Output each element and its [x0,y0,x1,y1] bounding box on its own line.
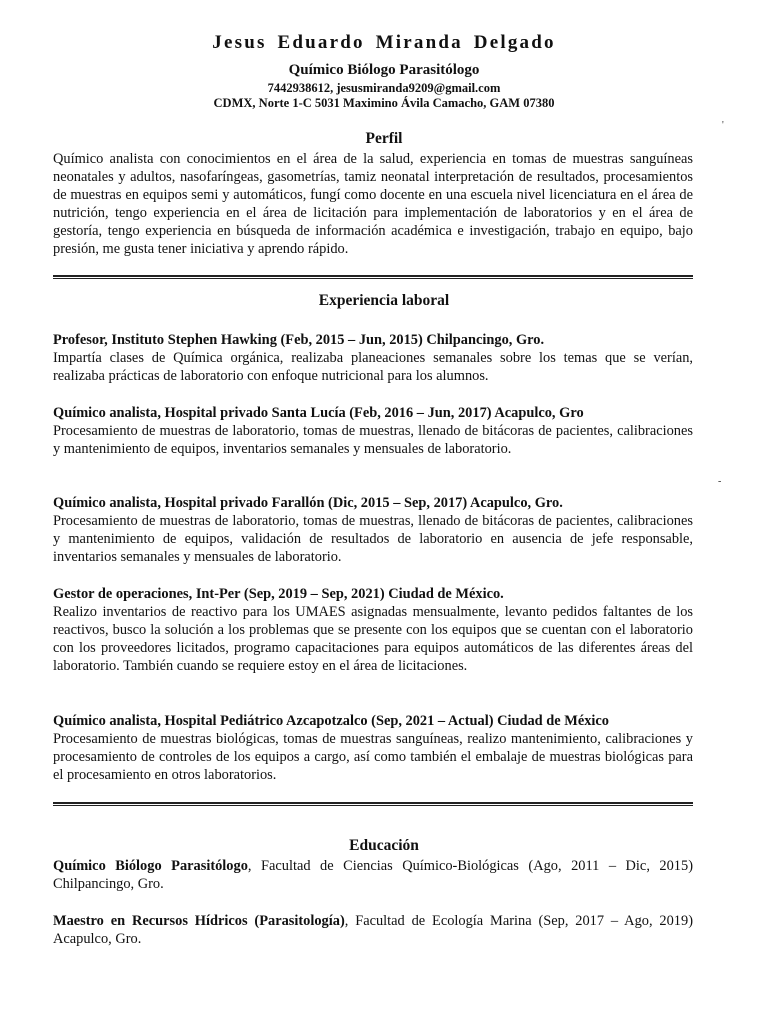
job-description: Impartía clases de Química orgánica, realizaba planeaciones semanales sobre los temas que se verían, realizaba prácticas de laboratorio con enfoque nutricional para los alumnos. [53,350,693,385]
job-title: Químico analista, Hospital Pediátrico Azcapotzalco (Sep, 2021 – Actual) Ciudad de México [53,713,610,729]
candidate-title: Químico Biólogo Parasitólogo [288,62,480,78]
job-entry [53,494,693,566]
education-degree: Maestro en Recursos Hídricos (Parasitología) [53,913,345,929]
section-divider [53,802,693,806]
scan-speck: ' [722,120,724,131]
job-title: Químico analista, Hospital privado Santa Lucía (Feb, 2016 – Jun, 2017) Acapulco, Gro [53,405,584,421]
job-description: Procesamiento de muestras de laboratorio, tomas de muestras, llenado de bitácoras de pacientes, calibraciones y mantenimiento de equipos, validación de resultados de laboratorio en ausencia de jefe responsable, inventarios semanales y mensuales de laboratorio. [53,513,693,566]
job-title: Profesor, Instituto Stephen Hawking (Feb, 2015 – Jun, 2015) Chilpancingo, Gro. [53,332,545,348]
job-description: Procesamiento de muestras biológicas, tomas de muestras sanguíneas, realizo mantenimiento, calibraciones y procesamiento de controles de los equipos a cargo, así como también el embalaje de muestras biológicas para el procesamiento en otros laboratorios. [53,731,693,784]
profile-text: Químico analista con conocimientos en el área de la salud, experiencia en tomas de muestras sanguíneas neonatales y adultos, nasofaríngeas, gasometrías, tamiz neonatal interpretación de resultados, procesamientos de muestras en equipos semi y automáticos, fungí como docente en una escuela nivel licenciatura en el área de nutrición, tengo experiencia en el área de licitación para implementación de laboratorios y en el área de gestoría, tengo experiencia en búsqueda de información académica e investigación, trabajo en equipo, bajo presión, me gusta tener iniciativa y aprendo rápido. [53,151,693,258]
scan-speck: - [718,476,722,487]
contact-phone-email: 7442938612, jesusmiranda9209@gmail.com [267,81,501,95]
job-entry [53,585,693,675]
candidate-name: Jesus Eduardo Miranda Delgado [212,32,556,53]
job-entry [53,404,693,458]
education-details: , Facultad de Ciencias Químico-Biológicas (Ago, 2011 – Dic, 2015) Chilpancingo, Gro. [53,858,693,893]
education-degree: Químico Biólogo Parasitólogo [53,858,248,874]
education-heading: Educación [349,837,419,854]
contact-address: CDMX, Norte 1-C 5031 Maximino Ávila Camacho, GAM 07380 [213,96,555,110]
job-description: Realizo inventarios de reactivo para los UMAES asignadas mensualmente, levanto pedidos faltantes de los reactivos, busco la solución a los problemas que se presente con los equipos que se cuentan con el laboratorio con los proveedores licitados, programo capacitaciones para equipos automáticos de las diferentes áreas del laboratorio. También cuando se requiere estoy en el área de licitaciones. [53,604,693,675]
education-entry [53,857,693,893]
job-entry [53,712,693,784]
section-divider [53,275,693,279]
job-title: Químico analista, Hospital privado Farallón (Dic, 2015 – Sep, 2017) Acapulco, Gro. [53,495,563,511]
experience-heading: Experiencia laboral [318,292,450,309]
education-details: , Facultad de Ecología Marina (Sep, 2017 – Ago, 2019) Acapulco, Gro. [53,913,693,948]
education-entry [53,912,693,948]
job-description: Procesamiento de muestras de laboratorio, tomas de muestras, llenado de bitácoras de pacientes, calibraciones y mantenimiento de equipos, inventarios semanales y mensuales de laboratorio. [53,423,693,458]
profile-heading: Perfil [365,130,403,147]
job-title: Gestor de operaciones, Int-Per (Sep, 2019 – Sep, 2021) Ciudad de México. [53,586,504,602]
job-entry [53,331,693,385]
